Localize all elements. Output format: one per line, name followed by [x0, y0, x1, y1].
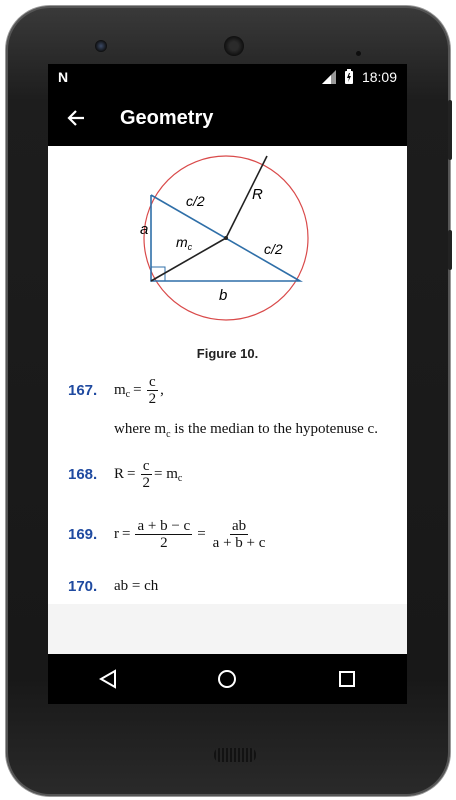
formula-number: 168.: [68, 466, 98, 483]
equals-sign: =: [197, 526, 206, 542]
volume-button: [448, 230, 452, 270]
label-mc: $m_c$: [176, 234, 193, 252]
formula-lhs: R: [114, 466, 125, 482]
power-button: [448, 100, 452, 160]
denominator: 2: [148, 391, 157, 407]
formula-lhs: m: [114, 382, 126, 398]
app-bar: [48, 90, 407, 146]
home-circle-icon[interactable]: [207, 659, 247, 699]
label-R: R: [252, 186, 263, 203]
denominator: 2: [142, 475, 150, 491]
signal-icon: [322, 70, 336, 84]
formula-168: [68, 458, 182, 491]
formula-sub: c: [177, 473, 183, 484]
battery-icon: [344, 69, 354, 85]
numerator: c: [142, 458, 150, 474]
formula-170: [68, 578, 158, 595]
formula-sub: c: [125, 389, 131, 400]
equals-sign: =: [133, 382, 142, 398]
label-b: b: [219, 287, 228, 304]
back-triangle-icon[interactable]: [88, 659, 128, 699]
equals-sign: =: [127, 466, 136, 482]
denominator: a + b + c: [212, 535, 266, 551]
label-c-half-top: c/2: [186, 193, 205, 209]
fraction: [211, 518, 268, 551]
formula-rhs: = m: [153, 466, 178, 482]
formula-169: [68, 518, 269, 551]
formula-text: ab = ch: [114, 578, 159, 594]
fraction: [140, 458, 152, 491]
numerator: ab: [231, 518, 247, 534]
front-camera: [95, 40, 107, 52]
bottom-speaker: [214, 748, 256, 762]
notification-icon: N: [58, 69, 69, 85]
screen: [48, 64, 407, 704]
denominator: 2: [160, 535, 168, 551]
bottom-fill: [48, 604, 407, 654]
status-bar: [48, 64, 407, 90]
figure-diagram: [48, 146, 407, 406]
numerator: a + b − c: [137, 518, 191, 534]
formula-number: 167.: [68, 382, 98, 399]
numerator: c: [149, 374, 156, 390]
fraction: [135, 518, 192, 551]
figure-caption: Figure 10.: [196, 346, 259, 361]
arrow-left-icon[interactable]: [48, 108, 104, 128]
sensors: [356, 43, 376, 49]
recents-square-icon[interactable]: [327, 659, 367, 699]
label-a: a: [140, 221, 149, 238]
nav-bar: [48, 654, 407, 704]
formula-number: 169.: [68, 526, 98, 543]
content-area: [48, 146, 407, 654]
circle-center: [224, 236, 228, 240]
clock: 18:09: [361, 69, 397, 85]
formula-number: 170.: [68, 578, 98, 595]
equals-sign: =: [122, 526, 131, 542]
comma: ,: [160, 382, 164, 398]
formula-lhs: r: [114, 526, 119, 542]
label-c-half-right: c/2: [264, 241, 283, 257]
fraction: [147, 374, 159, 407]
status-icons: [322, 69, 397, 85]
formula-167: [68, 374, 164, 407]
earpiece-speaker: [224, 36, 244, 56]
where-text: where $m_c$ is the median to the hypotenuse c.: [114, 421, 378, 440]
page-title: Geometry: [120, 106, 214, 129]
